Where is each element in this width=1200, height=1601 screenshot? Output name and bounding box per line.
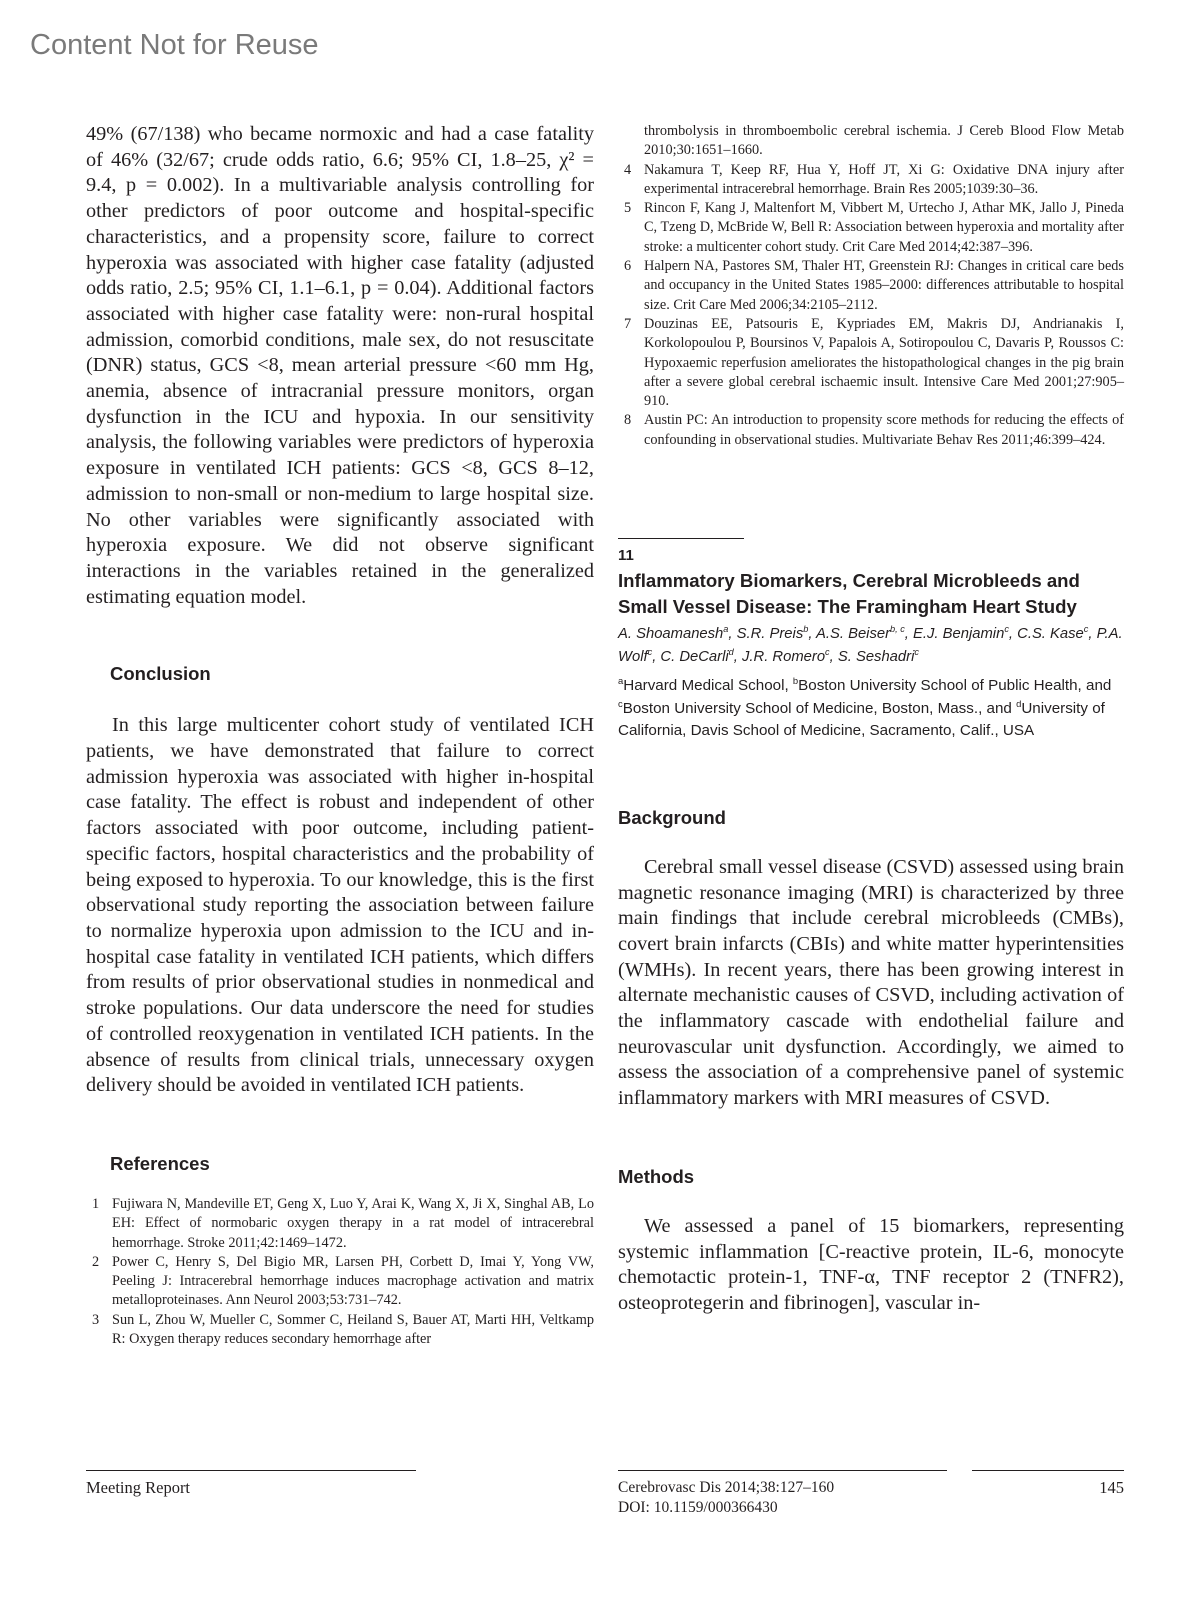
author: S.R. Preis$^b$ — [736, 624, 809, 643]
reference-text: Sun L, Zhou W, Mueller C, Sommer C, Heiland S, Bauer AT, Marti HH, Veltkamp R: Oxygen therapy reduces secondary hemorrhage after — [112, 1311, 594, 1347]
abstract-affiliations: $^a$Harvard Medical School, $^b$Boston University School of Public Health, and $^c$Boston University School of Medicine, Boston, Mass., and $^d$University of California, Davis School of Medicine, Sacramento, Calif., USA — [618, 674, 1112, 740]
background-heading: Background — [618, 806, 726, 828]
author: E.J. Benjamin$^c$ — [913, 624, 1009, 643]
abstract-number: 11 — [618, 547, 634, 565]
right-column — [618, 122, 1124, 1317]
reference-number: 2 — [92, 1253, 100, 1270]
footer-doi: DOI: 10.1159/000366430 — [618, 1499, 778, 1516]
page-number: 145 — [1099, 1478, 1124, 1497]
references-heading: References — [110, 1152, 210, 1174]
reference-number: 7 — [624, 315, 632, 332]
methods-heading: Methods — [618, 1165, 695, 1187]
reference-item — [86, 1195, 594, 1253]
author: C. DeCarli$^d$ — [660, 647, 734, 666]
reference-number: 1 — [92, 1195, 100, 1212]
author: A. Shoamanesh$^a$ — [618, 624, 729, 643]
author: P.A. Wolf$^c$ — [618, 626, 1123, 666]
references-list-right — [618, 122, 1124, 450]
footer-rule-middle — [618, 1470, 947, 1471]
reference-continuation — [618, 122, 1124, 161]
background-text: Cerebral small vessel disease (CSVD) assessed using brain magnetic resonance imaging (MRI) is characterized by three main findings that include cerebral microbleeds (CMBs), covert brain infarcts (CBIs) and white matter hyperintensities (WMHs). In recent years, there has been growing interest in alternate mechanistic causes of CSVD, including activation of the inflammatory cascade with endothelial failure and neurovascular unit dysfunction. Accordingly, we aimed to assess the association of a comprehensive panel of systemic inflammatory markers with MRI measures of CSVD. — [618, 855, 1124, 1110]
reference-text: Austin PC: An introduction to propensity score methods for reducing the effects of confounding in observational studies. Multivariate Behav Res 2011;46:399–424. — [644, 412, 1124, 448]
reference-text: Rincon F, Kang J, Maltenfort M, Vibbert M, Urtecho J, Athar MK, Jallo J, Pineda C, Tzeng D, McBride W, Bell R: Association between hyperoxia and mortality after stroke: a multicenter cohort study. Crit Care Med 2014;42:387–396. — [644, 200, 1124, 255]
footer-journal-citation: Cerebrovasc Dis 2014;38:127–160 — [618, 1479, 835, 1496]
reference-number: 4 — [624, 161, 632, 178]
reference-number: 5 — [624, 200, 632, 217]
left-column — [86, 122, 594, 1349]
author: J.R. Romero$^c$ — [742, 647, 830, 666]
footer-section-label: Meeting Report — [86, 1478, 191, 1497]
reference-text: thrombolysis in thromboembolic cerebral ischemia. J Cereb Blood Flow Metab 2010;30:1651–1660. — [644, 123, 1124, 159]
abstract-authors: A. Shoamanesh$^a$, S.R. Preis$^b$, A.S. Beiser$^{b, c}$, E.J. Benjamin$^c$, C.S. Kase$^c$, P.A. Wolf$^c$, C. DeCarli$^d$, J.R. Romero$^c$, S. Seshadri$^c$ — [618, 624, 1123, 666]
footer-rule-left — [86, 1470, 416, 1471]
author: A.S. Beiser$^{b, c}$ — [816, 624, 905, 643]
footer-rule-right — [972, 1470, 1124, 1471]
reference-text: Halpern NA, Pastores SM, Thaler HT, Greenstein RJ: Changes in critical care beds and occupancy in the United States 1985–2000: differences attributable to hospital size. Crit Care Med 2006;34:2105–2112. — [644, 258, 1124, 313]
abstract-title: Inflammatory Biomarkers, Cerebral Microbleeds and Small Vessel Disease: The Framingham Heart Study — [618, 570, 1080, 617]
watermark: Content Not for Reuse — [30, 29, 319, 61]
conclusion-heading: Conclusion — [110, 663, 211, 685]
reference-item — [618, 257, 1124, 315]
author: S. Seshadri$^c$ — [837, 647, 919, 666]
reference-number: 8 — [624, 412, 632, 429]
abstract-separator-rule — [618, 538, 744, 539]
author: C.S. Kase$^c$ — [1017, 624, 1089, 643]
reference-item — [86, 1311, 594, 1350]
results-continuation-text: 49% (67/138) who became normoxic and had a case fatality of 46% (32/67; crude odds ratio, 6.6; 95% CI, 1.8–25, χ² = 9.4, p = 0.002). In a multivariable analysis controlling for other predictors of poor outcome and hospital-specific characteristics, and a propensity score, failure to correct hyperoxia was associated with higher case fatality (adjusted odds ratio, 2.5; 95% CI, 1.1–6.1, p = 0.04). Additional factors associated with higher case fatality were: non-rural hospital admission, comorbid conditions, male sex, do not resuscitate (DNR) status, GCS <8, mean arterial pressure <60 mm Hg, anemia, absence of intracranial pressure monitors, organ dysfunction in the ICU and hypoxia. In our sensitivity analysis, the following variables were predictors of hyperoxia exposure in ventilated ICH patients: GCS <8, GCS 8–12, admission to non-small or non-medium to large hospital size. No other variables were significantly associated with hyperoxia exposure. We did not observe significant interactions in the variables retained in the generalized estimating equation model. — [86, 123, 594, 608]
reference-text: Fujiwara N, Mandeville ET, Geng X, Luo Y, Arai K, Wang X, Ji X, Singhal AB, Lo EH: Effect of normobaric oxygen therapy in a rat model of intracerebral hemorrhage. Stroke 2011;42:1469–1472. — [112, 1195, 594, 1251]
conclusion-text: In this large multicenter cohort study of ventilated ICH patients, we have demonstrated that failure to correct admission hyperoxia was associated with higher in-hospital case fatality. The effect is robust and independent of other factors associated with poor outcome, including patient-specific factors, hospital characteristics and the probability of being exposed to hyperoxia. To our knowledge, this is the first observational study reporting the association between failure to normalize hyperoxia upon admission to the ICU and in-hospital case fatality in ventilated ICH patients, which differs from results of prior observational studies in nonmedical and stroke populations. Our data underscore the need for studies of controlled reoxygenation in ventilated ICH patients. In the absence of results from clinical trials, unnecessary oxygen delivery should be avoided in ventilated ICH patients. — [86, 714, 594, 1097]
reference-number: 6 — [624, 258, 632, 275]
reference-item — [618, 411, 1124, 450]
reference-text: Douzinas EE, Patsouris E, Kypriades EM, Makris DJ, Andrianakis I, Korkolopoulou P, Boursinos V, Papalois A, Sotiropoulou C, Davaris P, Roussos C: Hypoxaemic reperfusion ameliorates the histopathological changes in the pig brain after a severe global cerebral ischaemic insult. Intensive Care Med 2001;27:905–910. — [644, 315, 1124, 410]
reference-item — [618, 315, 1124, 411]
methods-text: We assessed a panel of 15 biomarkers, representing systemic inflammation [C-reactive protein, IL-6, monocyte chemotactic protein-1, TNF-α, TNF receptor 2 (TNFR2), osteoprotegerin and fibrinogen], vascular in- — [618, 1214, 1124, 1314]
reference-item — [618, 199, 1124, 257]
reference-item — [86, 1253, 594, 1311]
reference-text: Nakamura T, Keep RF, Hua Y, Hoff JT, Xi G: Oxidative DNA injury after experimental intracerebral hemorrhage. Brain Res 2005;1039:30–36. — [644, 161, 1124, 197]
references-list-left — [86, 1195, 594, 1349]
reference-item — [618, 161, 1124, 200]
reference-number: 3 — [92, 1311, 100, 1328]
reference-text: Power C, Henry S, Del Bigio MR, Larsen PH, Corbett D, Imai Y, Yong VW, Peeling J: Intracerebral hemorrhage induces macrophage activation and matrix metalloproteinases. Ann Neurol 2003;53:731–742. — [112, 1253, 594, 1309]
